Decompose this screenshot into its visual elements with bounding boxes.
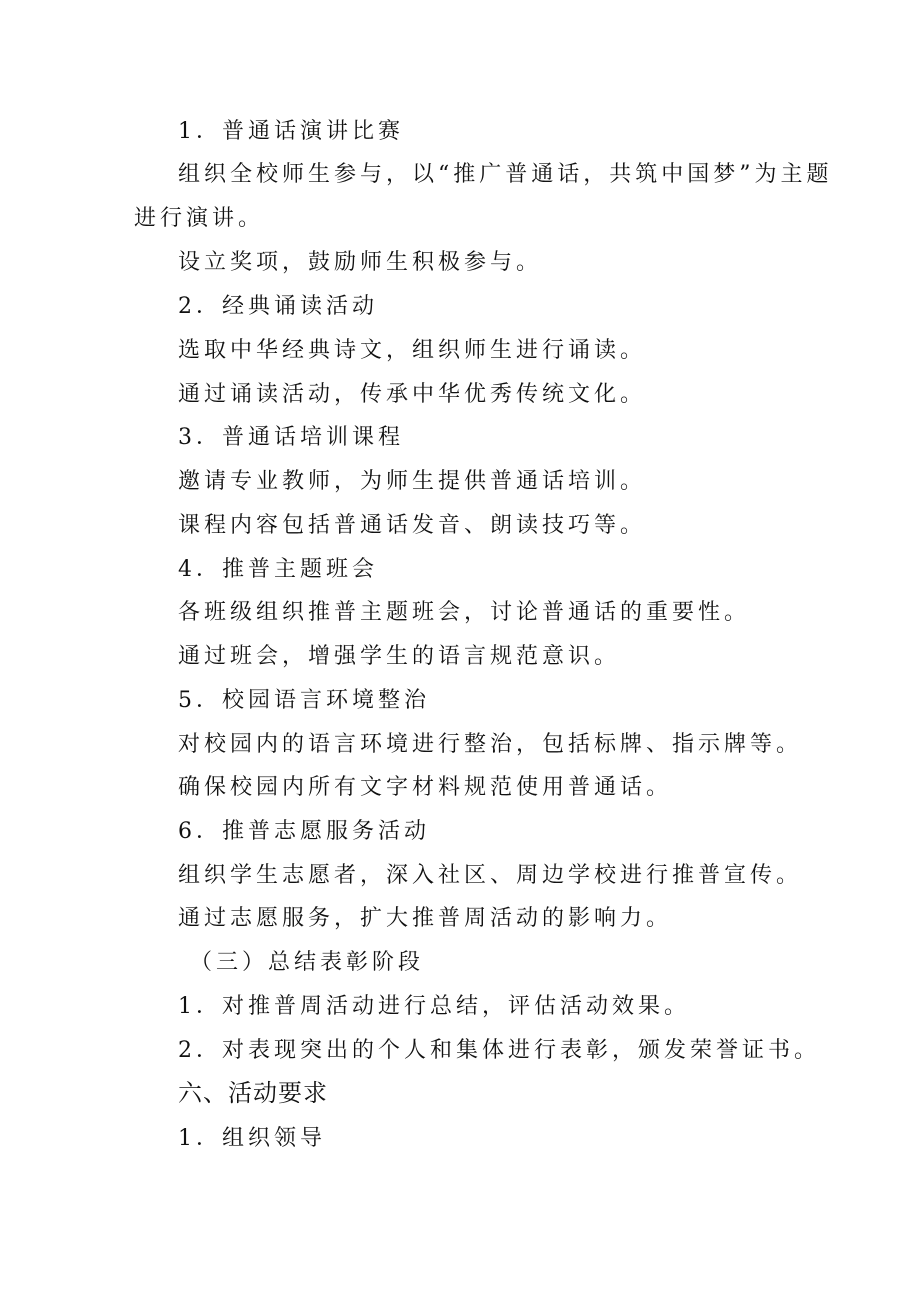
paragraph-line: 通过志愿服务，扩大推普周活动的影响力。 [178,906,673,931]
paragraph-line: 组织全校师生参与，以“推广普通话，共筑中国梦”为主题 [178,162,833,187]
item-heading-5: 5．校园语言环境整治 [178,688,430,713]
section-heading: （三）总结表彰阶段 [190,950,425,975]
item-heading-7: 1．组织领导 [178,1126,326,1151]
paragraph-line: 组织学生志愿者，深入社区、周边学校进行推普宣传。 [178,863,803,888]
item-heading-3: 3．普通话培训课程 [178,425,404,450]
paragraph-line: 对校园内的语言环境进行整治，包括标牌、指示牌等。 [178,732,803,757]
paragraph-line: 各班级组织推普主题班会，讨论普通话的重要性。 [178,600,751,625]
item-heading-1: 1．普通话演讲比赛 [178,119,404,144]
paragraph-line: 邀请专业教师，为师生提供普通话培训。 [178,469,647,494]
item-heading-4: 4．推普主题班会 [178,557,378,582]
paragraph-line: 通过诵读活动，传承中华优秀传统文化。 [178,382,647,407]
paragraph-line: 确保校园内所有文字材料规范使用普通话。 [178,775,673,800]
paragraph-line: 课程内容包括普通话发音、朗读技巧等。 [178,513,647,538]
paragraph-line: 2．对表现突出的个人和集体进行表彰，颁发荣誉证书。 [178,1038,820,1063]
item-heading-2: 2．经典诵读活动 [178,294,378,319]
item-heading-6: 6．推普志愿服务活动 [178,819,430,844]
paragraph-line: 选取中华经典诗文，组织师生进行诵读。 [178,338,647,363]
paragraph-line: 1．对推普周活动进行总结，评估活动效果。 [178,994,690,1019]
paragraph-line: 通过班会，增强学生的语言规范意识。 [178,644,621,669]
paragraph-line: 进行演讲。 [134,206,265,231]
paragraph-line: 设立奖项，鼓励师生积极参与。 [178,250,543,275]
chapter-heading: 六、活动要求 [178,1079,328,1107]
